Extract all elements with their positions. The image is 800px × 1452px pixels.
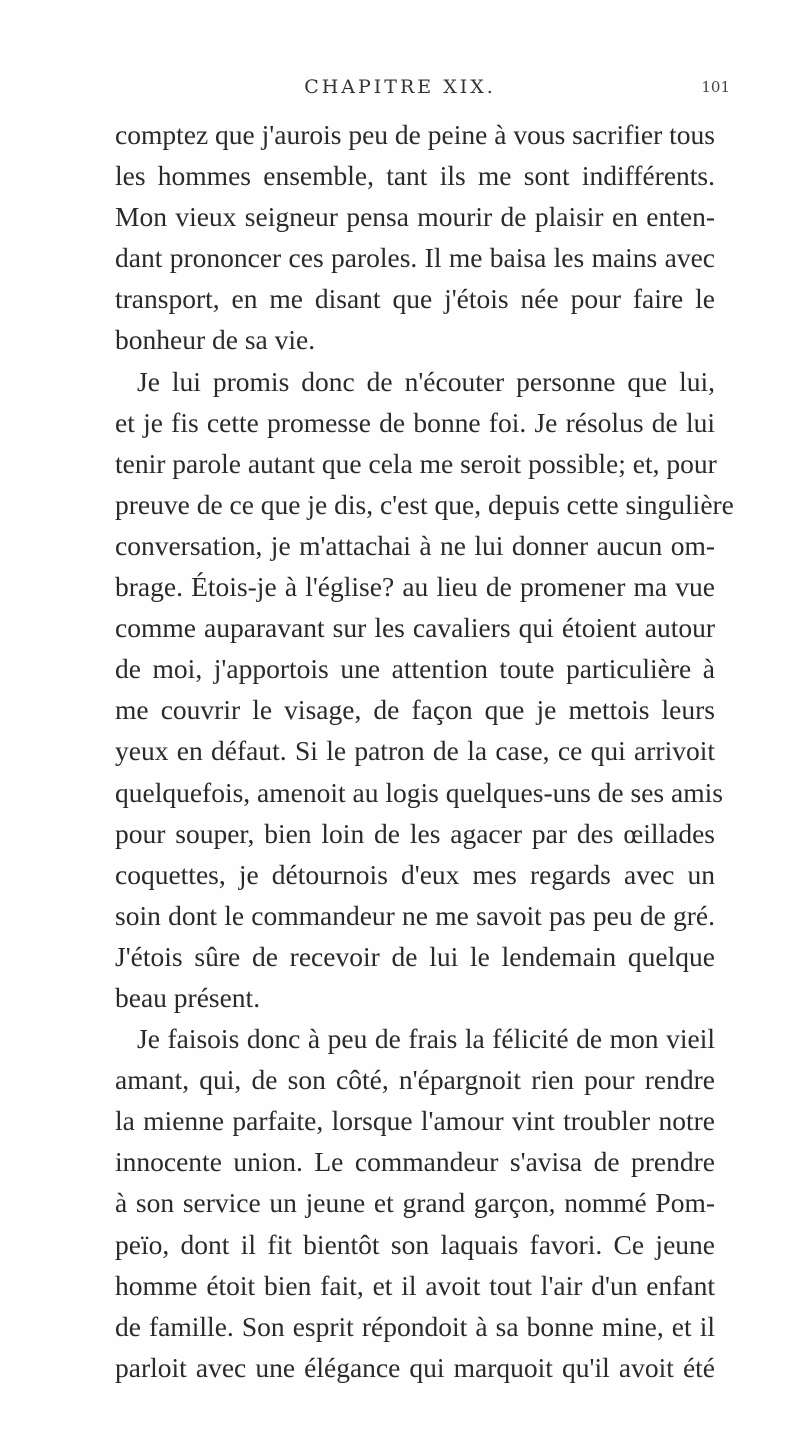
text-line: les hommes ensemble, tant ils me sont indifférents. bbox=[115, 160, 715, 192]
text-line: yeux en défaut. Si le patron de la case, ce qui arrivoit bbox=[115, 735, 715, 767]
text-line: la mienne parfaite, lorsque l'amour vint troubler notre bbox=[115, 1105, 715, 1137]
text-line: peïo, dont il fit bientôt son laquais favori. Ce jeune bbox=[115, 1228, 715, 1260]
text-line: beau présent. bbox=[115, 981, 261, 1013]
text-line: innocente union. Le commandeur s'avisa de prendre bbox=[115, 1146, 715, 1178]
page-number: 101 bbox=[701, 78, 730, 96]
text-line: coquettes, je détournois d'eux mes regards avec un bbox=[115, 858, 715, 890]
text-line: dant prononcer ces paroles. Il me baisa les mains avec bbox=[115, 242, 715, 274]
text-line: à son service un jeune et grand garçon, nommé Pom- bbox=[115, 1187, 715, 1219]
running-head: CHAPITRE XIX. bbox=[304, 76, 496, 98]
text-line: bonheur de sa vie. bbox=[115, 324, 316, 356]
text-line: comme auparavant sur les cavaliers qui étoient autour bbox=[115, 612, 715, 644]
text-line: tenir parole autant que cela me seroit possible; et, pour bbox=[115, 447, 717, 479]
text-line: parloit avec une élégance qui marquoit qu'il avoit été bbox=[115, 1351, 715, 1383]
text-line: conversation, je m'attachai à ne lui donner aucun om- bbox=[115, 529, 715, 561]
text-line: de famille. Son esprit répondoit à sa bonne mine, et il bbox=[115, 1310, 715, 1342]
text-line: J'étois sûre de recevoir de lui le lendemain quelque bbox=[115, 940, 715, 972]
text-line: Mon vieux seigneur pensa mourir de plaisir en enten- bbox=[115, 201, 715, 233]
text-line: soin dont le commandeur ne me savoit pas peu de gré. bbox=[115, 899, 715, 931]
text-line: quelquefois, amenoit au logis quelques-uns de ses amis bbox=[115, 776, 723, 808]
text-line: brage. Étois-je à l'église? au lieu de promener ma vue bbox=[115, 571, 715, 603]
text-line: amant, qui, de son côté, n'épargnoit rien pour rendre bbox=[115, 1064, 715, 1096]
page-header bbox=[0, 76, 800, 112]
text-line: me couvrir le visage, de façon que je mettois leurs bbox=[115, 694, 715, 726]
text-line: et je fis cette promesse de bonne foi. Je résolus de lui bbox=[115, 406, 715, 438]
text-line: Je lui promis donc de n'écouter personne que lui, bbox=[137, 365, 715, 397]
text-line: homme étoit bien fait, et il avoit tout l'air d'un enfant bbox=[115, 1269, 715, 1301]
text-line: comptez que j'aurois peu de peine à vous sacrifier tous bbox=[115, 119, 715, 150]
text-line: transport, en me disant que j'étois née pour faire le bbox=[115, 283, 715, 315]
text-line: de moi, j'apportois une attention toute particulière à bbox=[115, 653, 715, 685]
body-text bbox=[115, 114, 734, 1388]
text-line: Je faisois donc à peu de frais la félicité de mon vieil bbox=[137, 1023, 715, 1055]
text-line: preuve de ce que je dis, c'est que, depuis cette singulière bbox=[115, 488, 734, 520]
text-line: pour souper, bien loin de les agacer par des œillades bbox=[115, 817, 715, 849]
